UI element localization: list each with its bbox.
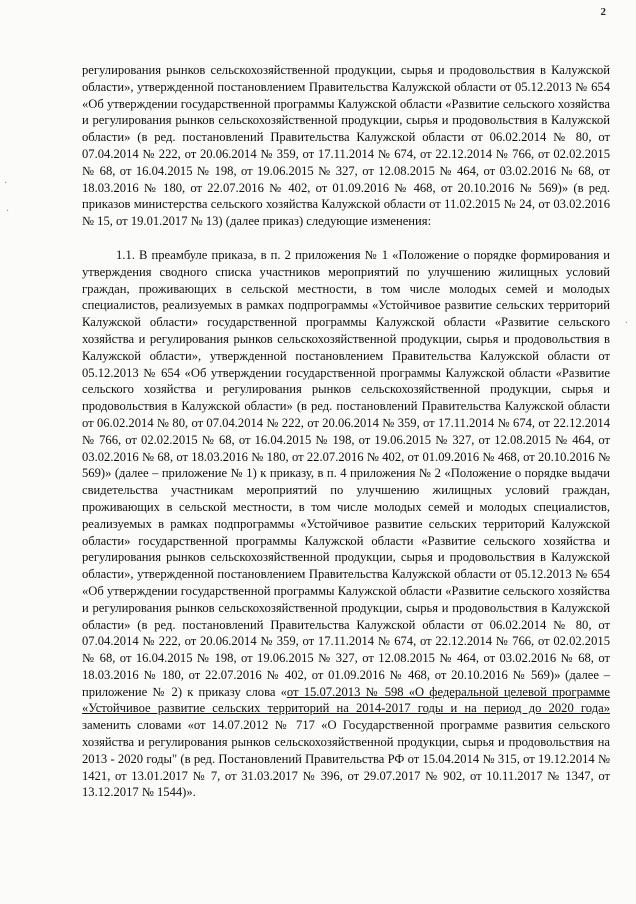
scan-mark-right: · — [624, 318, 628, 329]
document-body — [82, 62, 610, 801]
paragraph-1-1-underlined-phrase: от 15.07.2013 № 598 «О федеральной целевой программе «Устойчивое развитие сельских территорий на 2014-2017 годы и на период до 2020 года» — [82, 684, 610, 716]
paragraph-1-1-text-a: 1.1. В преамбуле приказа, в п. 2 приложения № 1 «Положение о порядке формирования и утверждения сводного списка участников мероприятий по улучшению жилищных условий граждан, проживающих в сельской местности, в том числе молодых семей и молодых специалистов, реализуемых в рамках подпрограммы «Устойчивое развитие сельских территорий Калужской области» государственной программы Калужской области «Развитие сельского хозяйства и регулирования рынков сельскохозяйственной продукции, сырья и продовольствия в Калужской области», утвержденной постановлением Правительства Калужской области от 05.12.2013 № 654 «Об утверждении государственной программы Калужской области «Развитие сельского хозяйства и регулирования рынков сельскохозяйственной продукции, сырья и продовольствия в Калужской области» (в ред. постановлений Правительства Калужской области от 06.02.2014 № 80, от 07.04.2014 № 222, от 20.06.2014 № 359, от 17.11.2014 № 674, от 22.12.2014 № 766, от 02.02.2015 № 68, от 16.04.2015 № 198, от 19.06.2015 № 327, от 12.08.2015 № 464, от 03.02.2016 № 68, от 18.03.2016 № 180, от 22.07.2016 № 402, от 01.09.2016 № 468, от 20.10.2016 № 569)» (далее – приложение № 1) к приказу, в п. 4 приложения № 2 «Положение о порядке выдачи свидетельства участникам мероприятий по улучшению жилищных условий граждан, проживающих в сельской местности, в том числе молодых семей и молодых специалистов, реализуемых в рамках подпрограммы «Устойчивое развитие сельских территорий Калужской области» государственной программы Калужской области «Развитие сельского хозяйства и регулирования рынков сельскохозяйственной продукции, сырья и продовольствия в Калужской области», утвержденной постановлением Правительства Калужской области от 05.12.2013 № 654 «Об утверждении государственной программы Калужской области «Развитие сельского хозяйства и регулирования рынков сельскохозяйственной продукции, сырья и продовольствия в Калужской области» (в ред. постановлений Правительства Калужской области от 06.02.2014 № 80, от 07.04.2014 № 222, от 20.06.2014 № 359, от 17.11.2014 № 674, от 22.12.2014 № 766, от 02.02.2015 № 68, от 16.04.2015 № 198, от 19.06.2015 № 327, от 12.08.2015 № 464, от 03.02.2016 № 68, от 18.03.2016 № 180, от 22.07.2016 № 402, от 01.09.2016 № 468, от 20.10.2016 № 569)» (далее – приложение № 2) к приказу слова « — [82, 247, 610, 699]
page-number: 2 — [600, 6, 606, 18]
scan-mark-left: · — [4, 178, 8, 189]
scan-mark-left-2: ‧ — [6, 206, 10, 217]
paragraph-1-1 — [82, 247, 610, 801]
paragraph-intro: регулирования рынков сельскохозяйственной продукции, сырья и продовольствия в Калужской области», утвержденной постановлением Правительства Калужской области от 05.12.2013 № 654 «Об утверждении государственной программы Калужской области «Развитие сельского хозяйства и регулирования рынков сельскохозяйственной продукции, сырья и продовольствия в Калужской области» (в ред. постановлений Правительства Калужской области от 06.02.2014 № 80, от 07.04.2014 № 222, от 20.06.2014 № 359, от 17.11.2014 № 674, от 22.12.2014 № 766, от 02.02.2015 № 68, от 16.04.2015 № 198, от 19.06.2015 № 327, от 12.08.2015 № 464, от 03.02.2016 № 68, от 18.03.2016 № 180, от 22.07.2016 № 402, от 01.09.2016 № 468, от 20.10.2016 № 569)» (в ред. приказов министерства сельского хозяйства Калужской области от 11.02.2015 № 24, от 03.02.2016 № 15, от 19.01.2017 № 13) (далее приказ) следующие изменения: — [82, 63, 610, 229]
paragraph-1-1-text-b: заменить словами «от 14.07.2012 № 717 «О Государственной программе развития сельского хозяйства и регулирования рынков сельскохозяйственной продукции, сырья и продовольствия на 2013 - 2020 годы" (в ред. Постановлений Правительства РФ от 15.04.2014 № 315, от 19.12.2014 № 1421, от 13.01.2017 № 7, от 31.03.2017 № 396, от 29.07.2017 № 902, от 10.11.2017 № 1347, от 13.12.2017 № 1544)». — [82, 718, 610, 800]
